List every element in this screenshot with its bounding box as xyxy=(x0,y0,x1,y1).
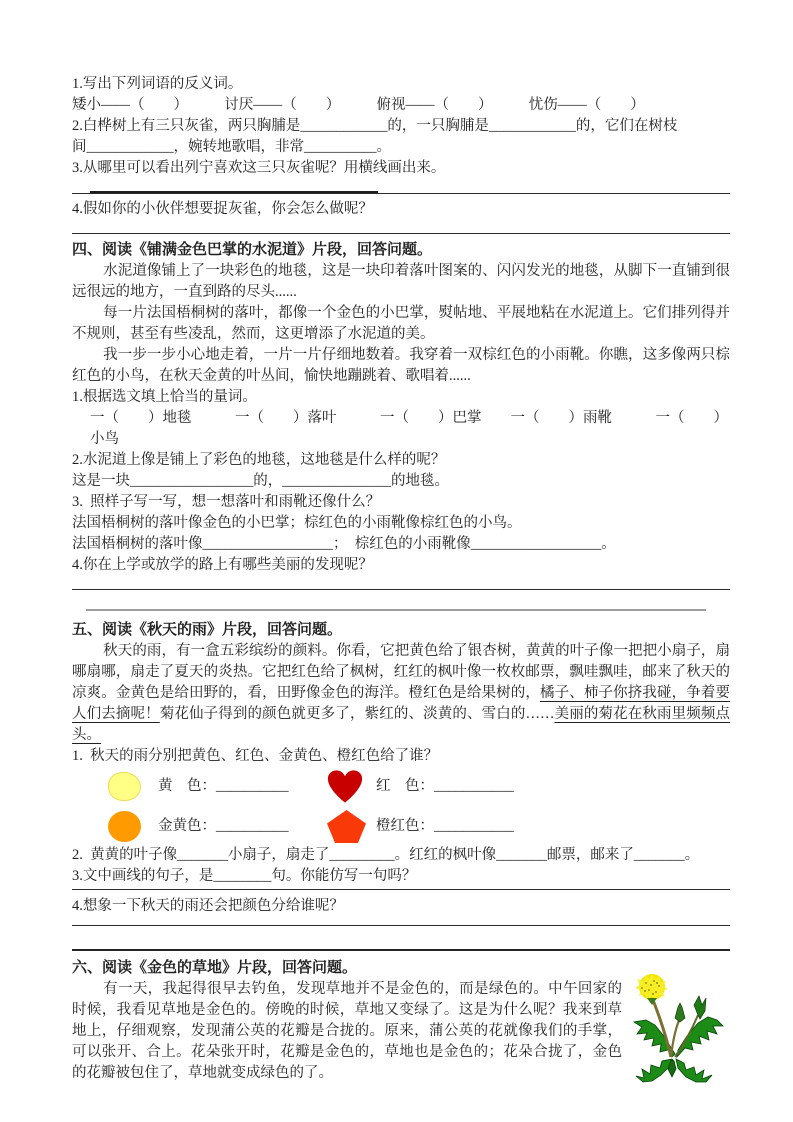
question-simile: 3. 照样子写一写，想一想落叶和雨靴还像什么？ xyxy=(72,494,381,510)
measure-word-blank-row: 一（ ）地毯 一（ ）落叶 一（ ）巴掌 一（ ）雨靴 一（ ）小鸟 xyxy=(90,410,728,447)
question-imagine-open: 4.想象一下秋天的雨还会把颜色分给谁呢？ xyxy=(72,898,344,914)
question-grayjay-open: 4.假如你的小伙伴想要捉灰雀，你会怎么做呢？ xyxy=(72,201,373,217)
underlined-sentence: 美丽的菊花在秋雨里频频点头。 xyxy=(72,706,731,743)
passage-paragraph: 水泥道像铺上了一块彩色的地毯，这是一块印着落叶图案的、闪闪发光的地毯，从脚下一直铺到很远很远的地方，一直到路的尽头...... xyxy=(72,263,730,300)
question-discovery-open: 4.你在上学或放学的路上有哪些美丽的发现呢？ xyxy=(72,557,373,573)
answer-line xyxy=(72,889,730,890)
passage-paragraph: 我一步一步小心地走着，一片一片仔细地数着。我穿着一双棕红色的小雨靴。你瞧，这多像两只棕红色的小鸟，在秋天金黄的叶丛间，愉快地蹦跳着、歌唱着...... xyxy=(72,347,730,384)
question-colors: 1. 秋天的雨分别把黄色、红色、金黄色、橙红色给了谁？ xyxy=(72,748,439,764)
fill-blank-line: 2. 黄黄的叶子像_______小扇子，扇走了_________。红红的枫叶像_______邮票，邮来了_______。 xyxy=(72,847,700,863)
passage-paragraph: 每一片法国梧桐树的落叶，都像一个金色的小巴掌，熨帖地、平展地粘在水泥道上。它们排列得并不规则，甚至有些凌乱，然而，这更增添了水泥道的美。 xyxy=(72,305,730,342)
passage-text: 菊花仙子得到的颜色就更多了，紫红的、淡黄的、雪白的…… xyxy=(159,706,555,722)
answer-line xyxy=(72,589,730,590)
question-grayjay-fill-2: 间____________，婉转地歌唱，非常__________。 xyxy=(72,139,391,155)
question-sentence-type: 3.文中画线的句子，是________句。你能仿写一句吗？ xyxy=(72,868,417,884)
color-answer-row xyxy=(72,807,730,845)
section-heading-4: 四、阅读《铺满金色巴掌的水泥道》片段，回答问题。 xyxy=(72,242,433,258)
answer-line xyxy=(72,233,730,234)
section-divider xyxy=(86,609,706,611)
red-heart-shape xyxy=(326,768,376,805)
color-label-blank: 红 色：___________ xyxy=(376,777,514,794)
question-grayjay-underline: 3.从哪里可以看出列宁喜欢这三只灰雀呢？用横线画出来。 xyxy=(72,160,446,176)
question-carpet: 2.水泥道上像是铺上了彩色的地毯，这地毯是什么样的呢？ xyxy=(72,452,446,468)
fill-blank-line: 法国梧桐树的落叶像__________________； 棕红色的小雨靴像__________________。 xyxy=(72,536,616,552)
section-divider xyxy=(72,949,730,951)
question-antonym-prompt: 1.写出下列词语的反义词。 xyxy=(72,76,243,92)
color-answer-row xyxy=(72,767,730,805)
orange-circle-shape xyxy=(108,811,158,842)
question-grayjay-fill-1: 2.白桦树上有三只灰雀，两只胸脯是____________的，一只胸脯是____________的，它们在树枝 xyxy=(72,118,678,134)
color-label-blank: 金黄色：__________ xyxy=(158,817,289,834)
passage-text: 秋天的雨，有一盒五彩缤纷的颜料。你看，它把黄色给了银杏树，黄黄的叶子像一把把小扇子，扇哪扇哪，扇走了夏天的炎热。它把红色给了枫树，红红的枫叶像一枚枚邮票，飘哇飘哇，邮来了秋天的凉爽。金黄色是给田野的，看，田野像金色的海洋。橙红色是给果树的， xyxy=(72,643,730,701)
passage-paragraph: 有一天，我起得很早去钓鱼，发现草地并不是金色的，而是绿色的。中午回家的时候，我看见草地是金色的。傍晚的时候，草地又变绿了。这是为什么呢？我来到草地上，仔细观察，发现蒲公英的花瓣是合拢的。原来，蒲公英的花就像我们的手掌，可以张开、合上。花朵张开时，花瓣是金色的，草地也是金色的；花朵合拢了，金色的花瓣被包住了，草地就变成绿色的了。 xyxy=(72,981,622,1081)
section-heading-5: 五、阅读《秋天的雨》片段，回答问题。 xyxy=(72,622,343,638)
color-label-blank: 橙红色：___________ xyxy=(376,817,514,834)
answer-line xyxy=(72,925,730,926)
answer-line xyxy=(72,193,730,194)
color-label-blank: 黄 色：__________ xyxy=(158,777,289,794)
simile-example-line: 法国梧桐树的落叶像金色的小巴掌；棕红色的小雨靴像棕红色的小鸟。 xyxy=(72,515,522,531)
section-heading-6: 六、阅读《金色的草地》片段，回答问题。 xyxy=(72,960,358,976)
passage-with-illustration xyxy=(72,979,730,1084)
underlined-sentence: 橘子、柿子你挤我碰，争着要人们去摘呢！ xyxy=(72,685,730,722)
question-measure-words: 1.根据选文填上恰当的量词。 xyxy=(72,389,257,405)
passage-paragraph xyxy=(72,641,730,746)
orange-red-pentagon-shape xyxy=(326,809,376,844)
dandelion-illustration xyxy=(630,973,730,1085)
antonym-blank-row: 矮小——（ ） 讨厌——（ ） 俯视——（ ） 忧伤——（ ） xyxy=(72,97,645,113)
fill-blank-line: 这是一块_________________的，_______________的地毯。 xyxy=(72,473,449,489)
yellow-square-shape xyxy=(108,772,158,801)
